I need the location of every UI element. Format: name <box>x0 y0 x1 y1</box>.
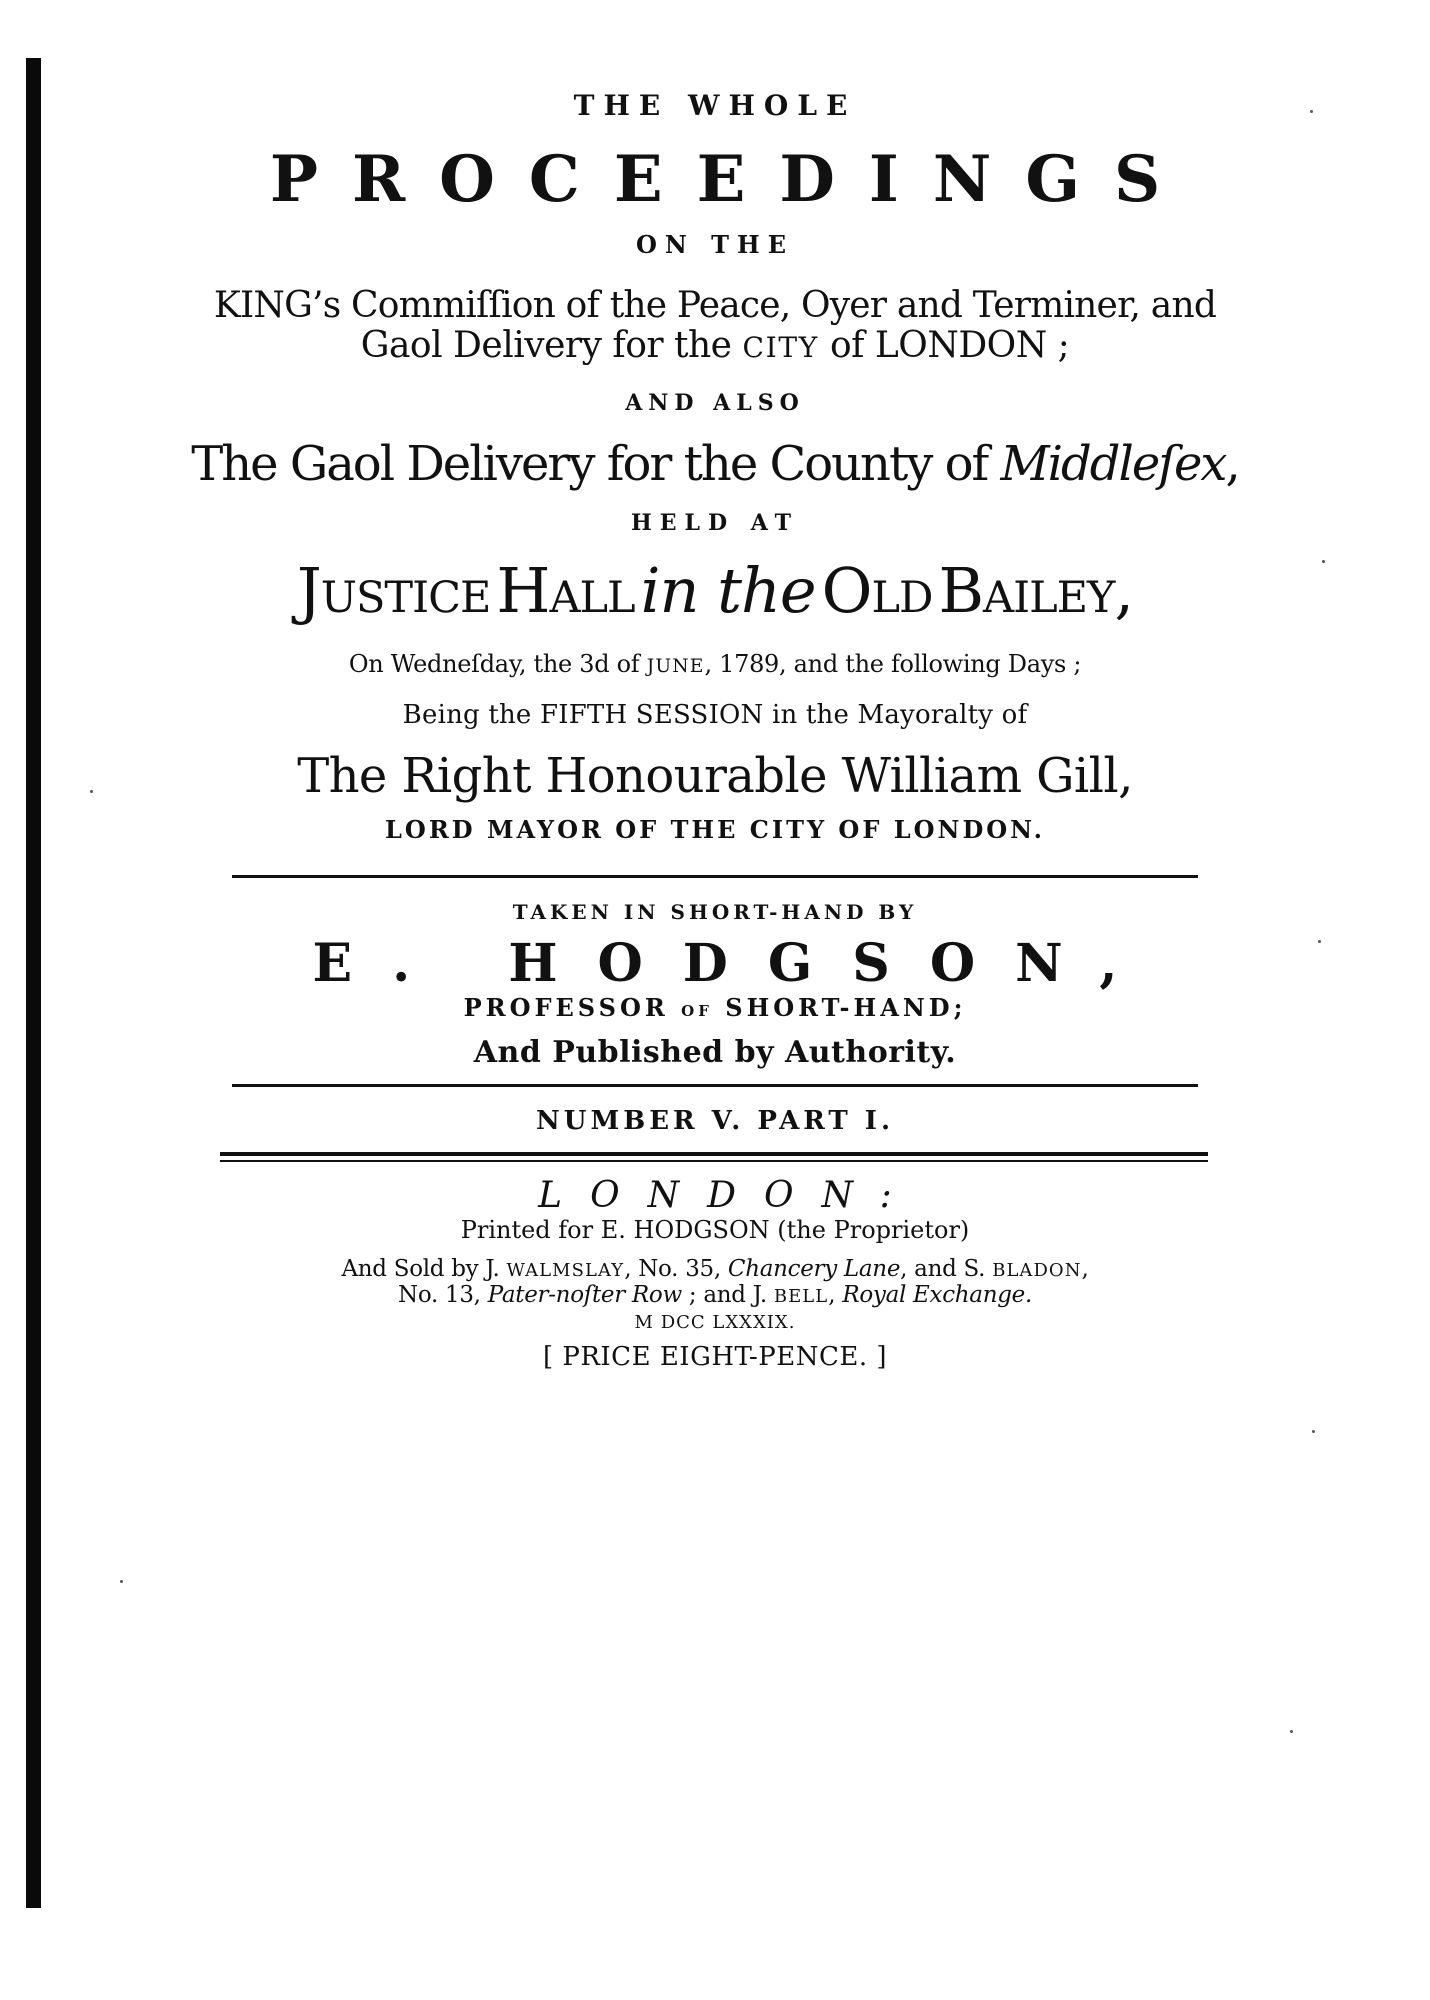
professor-text: PROFESSOR <box>463 993 682 1022</box>
paper-speck <box>1312 1430 1315 1433</box>
commission-city-smallcaps: CITY <box>742 331 820 364</box>
address-number: No. 13, <box>398 1282 488 1308</box>
mayor-name-line: The Right Honourable William Gill, <box>297 748 1133 804</box>
date-prefix-text: On Wedneſday, the 3d of <box>348 650 647 678</box>
county-line <box>150 436 1280 492</box>
hall-old-word: Old <box>821 554 933 627</box>
address-bell: BELL <box>773 1286 829 1307</box>
address-paternoster-row: Pater-noſter Row <box>487 1282 682 1308</box>
imprint-city: LONDON: <box>538 1175 920 1216</box>
paper-speck <box>120 1580 123 1583</box>
book-spine-shadow <box>26 58 41 1908</box>
paper-speck <box>1310 110 1313 113</box>
hall-bailey-word: Bailey <box>938 554 1115 627</box>
price-line: [ PRICE EIGHT-PENCE. ] <box>542 1342 888 1372</box>
sold-by-walmslay: WALMSLAY <box>506 1260 625 1281</box>
county-suffix-text: , <box>1225 436 1239 492</box>
title-page <box>150 0 1280 2000</box>
date-suffix-text: , 1789, and the following Days ; <box>704 650 1082 678</box>
professor-line <box>150 993 1280 1022</box>
justice-hall-line <box>150 554 1280 627</box>
published-blackletter-line: And Published by Authority. <box>473 1035 957 1070</box>
and-also-heading: AND ALSO <box>625 390 805 416</box>
hall-hall-word: Hall <box>496 554 635 627</box>
sold-by-bladon: BLADON <box>992 1260 1082 1281</box>
date-line <box>150 652 1280 677</box>
divider-rule-3-bottom <box>220 1160 1208 1162</box>
professor-shorthand-text: SHORT-HAND; <box>712 993 967 1022</box>
imprint-year: M DCC LXXXIX. <box>634 1312 796 1333</box>
hall-in-the-italic: in the <box>640 554 816 627</box>
sold-by-line <box>150 1258 1280 1281</box>
commission-line-2 <box>150 325 1280 366</box>
divider-rule-2 <box>232 1084 1198 1087</box>
taken-by-heading: TAKEN IN SHORT-HAND BY <box>512 900 918 924</box>
professor-of-smallcaps: OF <box>681 1002 713 1020</box>
date-month-smallcaps: JUNE <box>646 656 705 677</box>
divider-rule-3-top <box>220 1152 1208 1156</box>
hall-justice-word: Justice <box>296 554 491 627</box>
address-royal-exchange: Royal Exchange. <box>842 1282 1032 1308</box>
printed-for-line: Printed for E. HODGSON (the Proprietor) <box>460 1216 970 1244</box>
paper-speck <box>1290 1730 1293 1733</box>
sold-by-text: And Sold by J. <box>341 1256 507 1282</box>
number-part-line: NUMBER V. PART I. <box>536 1106 894 1136</box>
sold-by-chancery-lane: Chancery Lane <box>727 1256 901 1282</box>
author-name: E. HODGSON, <box>312 933 1158 994</box>
county-name-italic: Middleſex <box>1000 436 1226 492</box>
commission-london-text: of LONDON ; <box>819 325 1070 366</box>
paper-speck <box>90 790 93 793</box>
commission-gaol-text: Gaol Delivery for the <box>360 325 743 366</box>
commission-line-1: KING’s Commiſſion of the Peace, Oyer and Terminer, and <box>213 285 1217 326</box>
session-line: Being the FIFTH SESSION in the Mayoralty of <box>402 700 1028 730</box>
address-comma: , <box>828 1282 843 1308</box>
county-prefix-text: The Gaol Delivery for the County of <box>191 436 1001 492</box>
mayor-title-line: LORD MAYOR OF THE CITY OF LONDON. <box>385 815 1045 844</box>
title-line-the-whole: THE WHOLE <box>573 89 857 122</box>
held-at-heading: HELD AT <box>631 510 799 536</box>
title-line-proceedings: PROCEEDINGS <box>269 142 1195 217</box>
sold-by-comma: , <box>1081 1256 1089 1282</box>
address-line <box>150 1284 1280 1307</box>
paper-speck <box>1318 940 1321 943</box>
divider-rule-1 <box>232 875 1198 878</box>
hall-suffix-text: , <box>1114 554 1134 627</box>
sold-by-number: , No. 35, <box>624 1256 728 1282</box>
paper-speck <box>1322 560 1325 563</box>
title-line-on-the: ON THE <box>635 230 795 259</box>
sold-by-and-text: , and S. <box>900 1256 993 1282</box>
address-and-text: ; and J. <box>681 1282 774 1308</box>
